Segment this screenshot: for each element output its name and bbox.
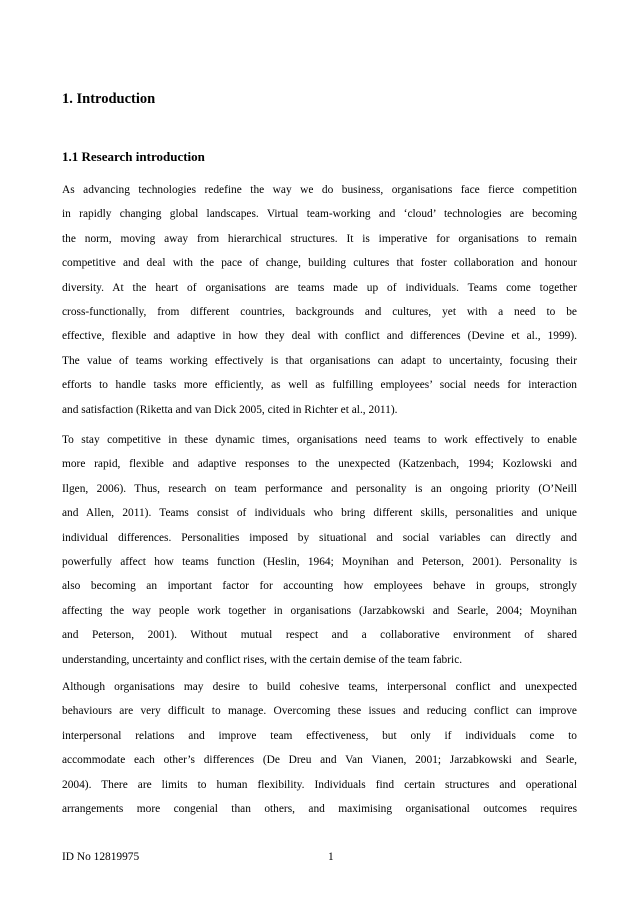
footer-page-number: 1 — [328, 851, 334, 863]
paragraph-3 — [62, 675, 577, 821]
paragraph-line: behaviours are very difficult to manage. Overcoming these issues and reducing conflict can improve — [62, 705, 577, 718]
paragraph-line: the norm, moving away from hierarchical structures. It is imperative for organisations to remain — [62, 232, 577, 245]
paragraph-line: understanding, uncertainty and conflict rises, with the certain demise of the team fabric. — [62, 653, 463, 666]
paragraph-2 — [62, 428, 577, 672]
paragraph-line: competitive and deal with the pace of change, building cultures that foster collaboration and honour — [62, 257, 577, 270]
paragraph-line: interpersonal relations and improve team effectiveness, but only if individuals come to — [62, 729, 577, 742]
paragraph-1 — [62, 178, 577, 422]
paragraph-line: in rapidly changing global landscapes. Virtual team-working and ‘cloud’ technologies are becoming — [62, 208, 577, 221]
paragraph-line: effective, flexible and adaptive in how they deal with conflict and differences (Devine et al., 1999). — [62, 330, 577, 343]
paragraph-line: affecting the way people work together in organisations (Jarzabkowski and Searle, 2004; Moynihan — [62, 604, 577, 617]
paragraph-line: Ilgen, 2006). Thus, research on team performance and personality is an ongoing priority (O’Neill — [62, 482, 577, 495]
paragraph-line: The value of teams working effectively is that organisations can adapt to uncertainty, focusing their — [62, 354, 577, 367]
paragraph-line: 2004). There are limits to human flexibility. Individuals find certain structures and operational — [62, 778, 577, 791]
paragraph-line: accommodate each other’s differences (De Dreu and Van Vianen, 2001; Jarzabkowski and Searle, — [62, 754, 577, 767]
footer-id-number: ID No 12819975 — [62, 851, 140, 863]
paragraph-line: individual differences. Personalities imposed by situational and social variables can directly and — [62, 531, 577, 544]
subsection-heading: 1.1 Research introduction — [62, 149, 205, 164]
section-heading: 1. Introduction — [62, 91, 156, 107]
paragraph-line: and satisfaction (Riketta and van Dick 2005, cited in Richter et al., 2011). — [62, 403, 398, 416]
paragraph-line: cross-functionally, from different countries, backgrounds and cultures, yet with a need to be — [62, 305, 577, 318]
paragraph-line: also becoming an important factor for accounting how employees behave in groups, strongly — [62, 580, 577, 593]
paragraph-line: powerfully affect how teams function (Heslin, 1964; Moynihan and Peterson, 2001). Personality is — [62, 555, 577, 568]
paragraph-line: diversity. At the heart of organisations are teams made up of individuals. Teams come together — [62, 281, 577, 294]
paragraph-line: and Allen, 2011). Teams consist of individuals who bring different skills, personalities and unique — [62, 507, 577, 520]
paragraph-line: Although organisations may desire to build cohesive teams, interpersonal conflict and unexpected — [62, 681, 577, 693]
paragraph-line: arrangements more congenial than others, and maximising organisational outcomes requires — [62, 802, 577, 815]
paragraph-line: more rapid, flexible and adaptive responses to the unexpected (Katzenbach, 1994; Kozlowski and — [62, 458, 577, 471]
paragraph-line: efforts to handle tasks more efficiently, as well as fulfilling employees’ social needs for interaction — [62, 379, 577, 392]
paragraph-line: and Peterson, 2001). Without mutual respect and a collaborative environment of shared — [62, 629, 577, 642]
paragraph-line: To stay competitive in these dynamic times, organisations need teams to work effectively to enable — [62, 434, 577, 446]
paragraph-line: As advancing technologies redefine the way we do business, organisations face fierce competition — [62, 184, 577, 196]
